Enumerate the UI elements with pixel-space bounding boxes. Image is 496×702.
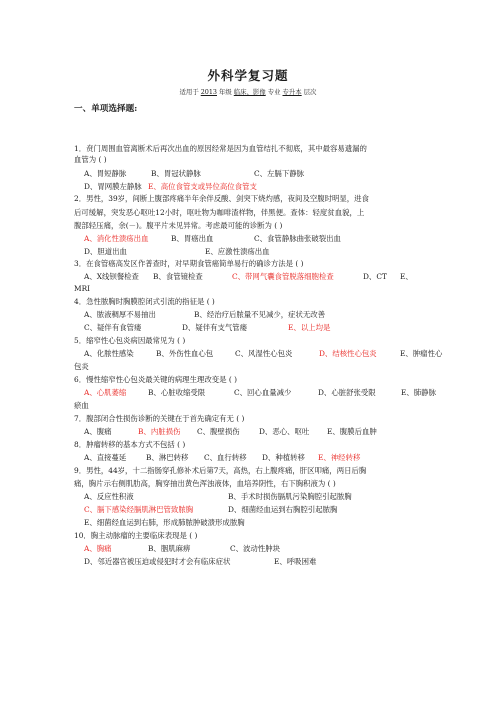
subtitle-major: 临床、影像 [233, 88, 266, 96]
q1-option-c: C、左膈下静脉 [254, 169, 304, 178]
q9-option-c: C、膈下感染经膈肌淋巴管致脓胸 [84, 505, 194, 514]
q8-option-a: A、直接蔓延 [84, 453, 127, 462]
q10-option-d: D、邻近器官被压迫或侵犯时才会有临床症状 [84, 557, 231, 566]
q6-option-b: B、心脏收缩受限 [148, 388, 206, 397]
section-heading: 一、单项选择题: [74, 104, 138, 114]
q1-stem-2: 血管为 ( ) [74, 155, 107, 164]
q3-option-d: D、CT [363, 272, 387, 281]
q5-options-row1 [84, 349, 442, 359]
q4-option-a: A、脓液稠厚不易抽出 [84, 310, 156, 319]
subtitle-year-suffix: 年级 [218, 88, 232, 96]
q6-option-c: C、回心血量减少 [234, 388, 292, 397]
q6-option-d: D、心脏舒张受限 [318, 388, 376, 397]
q4-option-d: D、疑伴有支气管瘘 [182, 323, 248, 332]
q2-option-d: D、胆道出血 [84, 247, 127, 256]
q9-option-b: B、手术时损伤膈肌污染胸腔引起脓胸 [228, 492, 352, 501]
q7-stem: 7．腹部闭合性损伤诊断的关键在于首先确定有无 ( ) [74, 414, 245, 423]
q10-option-e: E、呼吸困难 [274, 557, 317, 566]
q7-option-a: A、腹痛 [84, 427, 112, 436]
q2-option-a: A、消化性溃疡出血 [84, 234, 149, 243]
q5-stem: 5．缩窄性心包炎病因最常见为 ( ) [74, 336, 186, 345]
q2-stem-2: 后可缓解，突发恶心呕吐12小时，呕吐物为咖啡渣样物，伴黑便。查体：轻度贫血貌，上 [74, 208, 365, 217]
q3-option-e: E、 [400, 272, 413, 281]
q9-option-d: D、细菌经血运到右胸腔引起脓胸 [228, 505, 338, 514]
q1-option-a: A、胃短静脉 [84, 169, 127, 178]
q6-stem: 6．慢性缩窄性心包炎最关键的病理生理改变是 ( ) [74, 375, 237, 384]
q1-stem-1: 1．贲门周围血管离断术后再次出血的原因经常是因为血管结扎不彻底，其中最容易遗漏的 [74, 144, 367, 153]
q8-stem: 8．肿瘤转移的基本方式不包括 ( ) [74, 440, 186, 449]
q9-option-e: E、细菌经血运到右肺，形成肺脓肿破溃形成脓胸 [84, 518, 245, 527]
q7-option-d: D、恶心、呕吐 [259, 427, 310, 436]
q5-option-a: A、化脓性感染 [84, 349, 134, 358]
subtitle-level-suffix: 层次 [303, 88, 317, 96]
q5-option-b: B、外伤性血心包 [156, 349, 214, 358]
subtitle-major-suffix: 专业 [267, 88, 281, 96]
q1-options-row2 [84, 182, 257, 192]
q8-options-row1 [84, 453, 360, 463]
q3-option-c: C、带网气囊食管脱落细胞检查 [232, 272, 334, 281]
q3-option-e-cont: MRI [74, 284, 91, 293]
q4-option-c: C、疑伴有食管瘘 [84, 323, 142, 332]
q3-option-a: A、X线钡餐检查 [84, 272, 139, 281]
q3-stem: 3．在食管癌高发区作普查时，对早期食管癌简单易行的确诊方法是 ( ) [74, 259, 304, 268]
q1-option-b: B、胃冠状静脉 [151, 169, 201, 178]
q4-options-row2 [84, 323, 330, 333]
q2-options-row1 [84, 234, 341, 244]
q6-option-a: A、心肌萎缩 [84, 388, 127, 397]
q10-option-b: B、胭肌麻痹 [148, 544, 191, 553]
q2-option-c: C、食管静脉曲张破裂出血 [254, 234, 341, 243]
q8-option-e: E、神经转移 [318, 453, 361, 462]
q8-option-c: C、血行转移 [204, 453, 247, 462]
q2-stem-1: 2．男性，39岁，间断上腹部疼痛半年余伴反酸、剑突下烧灼感，夜间及空腹时明显，进食 [74, 194, 369, 203]
q3-options-row1 [84, 272, 413, 282]
q9-stem-1: 9．男性，44岁，十二指肠穿孔修补术后第7天，高热，右上腹疼痛，肝区叩痛，两日后胸 [74, 466, 367, 475]
q8-option-d: D、种植转移 [262, 453, 305, 462]
doc-title: 外科学复习题 [207, 68, 289, 83]
q5-option-e-cont: 包炎 [74, 362, 89, 371]
q10-options-row2 [84, 557, 316, 567]
q2-options-row2 [84, 247, 270, 257]
q9-options-row2 [84, 505, 337, 515]
q9-options-row1 [84, 492, 352, 502]
q10-stem: 10．胸主动脉瘤的主要临床表现是 ( ) [74, 531, 198, 540]
q5-option-c: C、风湿性心包炎 [235, 349, 293, 358]
q9-stem-2: 痛，胸片示右侧肌肋高，胸穿抽出黄色浑浊液体，血培养阴性，右下胸积液为 ( ) [74, 479, 336, 488]
q6-options-row1 [84, 388, 436, 398]
q5-option-e: E、肿瘤性心 [400, 349, 443, 358]
q10-option-a: A、胸痛 [84, 544, 112, 553]
q9-option-a: A、反应性积液 [84, 492, 134, 501]
q7-option-e: E、腹膜后血肿 [327, 427, 377, 436]
q4-stem: 4．急性脓胸时胸膜腔闭式引流的指征是 ( ) [74, 297, 215, 306]
q4-option-e: E、以上均是 [288, 323, 331, 332]
q8-option-b: B、淋巴转移 [146, 453, 189, 462]
subtitle-level: 专升本 [282, 88, 302, 96]
q10-option-c: C、波动性肿块 [230, 544, 280, 553]
q3-option-b: B、食管镜检查 [153, 272, 203, 281]
subtitle-year: 2013 [200, 88, 217, 96]
q5-option-d: D、结核性心包炎 [319, 349, 377, 358]
subtitle-prefix: 适用于 [179, 88, 199, 96]
q7-options-row1 [84, 427, 377, 437]
q7-option-c: C、腹壁损伤 [197, 427, 240, 436]
q2-option-b: B、胃癌出血 [171, 234, 214, 243]
q7-option-b: B、内脏损伤 [138, 427, 181, 436]
q6-option-e: E、肺静脉 [401, 388, 436, 397]
q2-option-e: E、应激性溃疡出血 [205, 247, 270, 256]
q1-options-row1 [84, 169, 304, 179]
doc-subtitle [0, 87, 496, 96]
q4-options-row1 [84, 310, 325, 320]
q10-options-row1 [84, 544, 280, 554]
q6-option-e-cont: 瘀血 [74, 401, 89, 410]
q4-option-b: B、经治疗后脓量不见减少，症状无改善 [194, 310, 326, 319]
q1-option-e: E、高位食管支或异位高位食管支 [148, 182, 257, 191]
q2-stem-3: 腹部轻压痛，余(－)。腹平片未见异常。考虑最可能的诊断为 ( ) [74, 221, 283, 230]
q1-option-d: D、胃网膜左静脉 [84, 182, 142, 191]
